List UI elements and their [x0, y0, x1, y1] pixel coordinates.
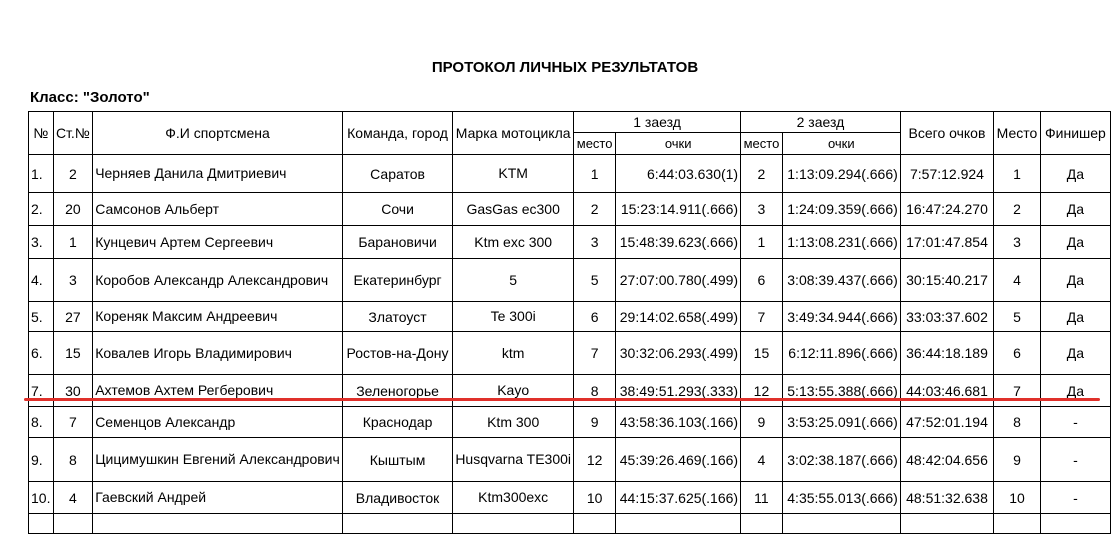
- race-2-place-cell: 12: [741, 375, 783, 407]
- finisher-status-cell: -: [1040, 482, 1110, 514]
- motorcycle-cell: Te 300i: [453, 302, 574, 332]
- total-points-cell: 48:42:04.656: [900, 438, 993, 482]
- header-final-place: Место: [994, 112, 1041, 155]
- finisher-status-cell: -: [1040, 438, 1110, 482]
- athlete-name-cell: Гаевский Андрей: [93, 482, 343, 514]
- total-points-cell: 30:15:40.217: [900, 259, 993, 302]
- row-number-cell: 5.: [29, 302, 54, 332]
- row-number-cell: 8.: [29, 407, 54, 438]
- table-row: [29, 155, 1111, 193]
- finisher-status-cell: [1040, 514, 1110, 534]
- final-place-cell: 3: [994, 226, 1041, 259]
- finisher-status-cell: Да: [1040, 332, 1110, 375]
- finisher-status-cell: Да: [1040, 155, 1110, 193]
- team-city-cell: Златоуст: [342, 302, 453, 332]
- start-number-cell: 27: [53, 302, 93, 332]
- athlete-name-cell: Коробов Александр Александрович: [93, 259, 343, 302]
- total-points-cell: 48:51:32.638: [900, 482, 993, 514]
- row-number-cell: 9.: [29, 438, 54, 482]
- race-1-points-cell: 30:32:06.293(.499): [616, 332, 741, 375]
- race-1-points-cell: 6:44:03.630(1): [616, 155, 741, 193]
- team-city-cell: [342, 514, 453, 534]
- table-row: [29, 193, 1111, 226]
- team-city-cell: Сочи: [342, 193, 453, 226]
- race-2-place-cell: 1: [741, 226, 783, 259]
- final-place-cell: 1: [994, 155, 1041, 193]
- header-start-num: Ст.№: [53, 112, 93, 155]
- final-place-cell: [994, 514, 1041, 534]
- table-header: [29, 112, 1111, 155]
- start-number-cell: 15: [53, 332, 93, 375]
- athlete-name-cell: Ковалев Игорь Владимирович: [93, 332, 343, 375]
- total-points-cell: 33:03:37.602: [900, 302, 993, 332]
- team-city-cell: Ростов-на-Дону: [342, 332, 453, 375]
- motorcycle-cell: 5: [453, 259, 574, 302]
- athlete-name-cell: [93, 514, 343, 534]
- motorcycle-cell: Husqvarna TE300i: [453, 438, 574, 482]
- motorcycle-cell: Kayo: [453, 375, 574, 407]
- table-row: [29, 259, 1111, 302]
- header-total: Всего очков: [900, 112, 993, 155]
- table-row: [29, 482, 1111, 514]
- team-city-cell: Владивосток: [342, 482, 453, 514]
- race-2-place-cell: 2: [741, 155, 783, 193]
- finisher-status-cell: Да: [1040, 302, 1110, 332]
- row-number-cell: 6.: [29, 332, 54, 375]
- final-place-cell: 9: [994, 438, 1041, 482]
- header-race-2-points: очки: [782, 133, 900, 155]
- row-number-cell: 7.: [29, 375, 54, 407]
- athlete-name-cell: Кореняк Максим Андреевич: [93, 302, 343, 332]
- race-2-points-cell: 5:13:55.388(.666): [782, 375, 900, 407]
- finisher-status-cell: -: [1040, 407, 1110, 438]
- race-2-place-cell: 11: [741, 482, 783, 514]
- finisher-status-cell: Да: [1040, 259, 1110, 302]
- start-number-cell: 3: [53, 259, 93, 302]
- row-number-cell: 1.: [29, 155, 54, 193]
- header-num: №: [29, 112, 54, 155]
- row-number-cell: 4.: [29, 259, 54, 302]
- race-2-points-cell: 3:02:38.187(.666): [782, 438, 900, 482]
- race-1-place-cell: 12: [574, 438, 616, 482]
- team-city-cell: Саратов: [342, 155, 453, 193]
- table-row: [29, 375, 1111, 407]
- start-number-cell: 30: [53, 375, 93, 407]
- race-2-place-cell: 7: [741, 302, 783, 332]
- final-place-cell: 7: [994, 375, 1041, 407]
- team-city-cell: Зеленогорье: [342, 375, 453, 407]
- row-number-cell: 2.: [29, 193, 54, 226]
- finisher-status-cell: Да: [1040, 193, 1110, 226]
- total-points-cell: 16:47:24.270: [900, 193, 993, 226]
- start-number-cell: 4: [53, 482, 93, 514]
- race-2-points-cell: 1:24:09.359(.666): [782, 193, 900, 226]
- race-2-points-cell: 1:13:09.294(.666): [782, 155, 900, 193]
- total-points-cell: [900, 514, 993, 534]
- race-2-points-cell: 6:12:11.896(.666): [782, 332, 900, 375]
- table-row: [29, 302, 1111, 332]
- athlete-name-cell: Цицимушкин Евгений Александрович: [93, 438, 343, 482]
- finisher-status-cell: Да: [1040, 375, 1110, 407]
- final-place-cell: 8: [994, 407, 1041, 438]
- table-row: [29, 514, 1111, 534]
- team-city-cell: Екатеринбург: [342, 259, 453, 302]
- team-city-cell: Кыштым: [342, 438, 453, 482]
- team-city-cell: Барановичи: [342, 226, 453, 259]
- start-number-cell: 8: [53, 438, 93, 482]
- header-moto: Марка мотоцикла: [453, 112, 574, 155]
- motorcycle-cell: GasGas ec300: [453, 193, 574, 226]
- start-number-cell: [53, 514, 93, 534]
- race-1-place-cell: 6: [574, 302, 616, 332]
- motorcycle-cell: ktm: [453, 332, 574, 375]
- race-1-place-cell: 5: [574, 259, 616, 302]
- race-2-place-cell: [741, 514, 783, 534]
- athlete-name-cell: Самсонов Альберт: [93, 193, 343, 226]
- motorcycle-cell: KTM: [453, 155, 574, 193]
- race-1-place-cell: 10: [574, 482, 616, 514]
- race-1-place-cell: 7: [574, 332, 616, 375]
- race-1-points-cell: 43:58:36.103(.166): [616, 407, 741, 438]
- table-row: [29, 332, 1111, 375]
- final-place-cell: 2: [994, 193, 1041, 226]
- header-race-2: 2 заезд: [741, 112, 901, 133]
- race-2-points-cell: 3:53:25.091(.666): [782, 407, 900, 438]
- race-2-place-cell: 15: [741, 332, 783, 375]
- race-2-points-cell: 3:49:34.944(.666): [782, 302, 900, 332]
- race-1-points-cell: 29:14:02.658(.499): [616, 302, 741, 332]
- race-2-place-cell: 9: [741, 407, 783, 438]
- header-name: Ф.И спортсмена: [93, 112, 343, 155]
- race-1-place-cell: 3: [574, 226, 616, 259]
- total-points-cell: 7:57:12.924: [900, 155, 993, 193]
- race-1-points-cell: 38:49:51.293(.333): [616, 375, 741, 407]
- total-points-cell: 47:52:01.194: [900, 407, 993, 438]
- start-number-cell: 1: [53, 226, 93, 259]
- final-place-cell: 4: [994, 259, 1041, 302]
- header-race-1: 1 заезд: [574, 112, 741, 133]
- race-1-place-cell: 9: [574, 407, 616, 438]
- table-row: [29, 438, 1111, 482]
- start-number-cell: 20: [53, 193, 93, 226]
- start-number-cell: 7: [53, 407, 93, 438]
- row-number-cell: 3.: [29, 226, 54, 259]
- race-2-place-cell: 3: [741, 193, 783, 226]
- start-number-cell: 2: [53, 155, 93, 193]
- protocol-title: ПРОТОКОЛ ЛИЧНЫХ РЕЗУЛЬТАТОВ: [431, 59, 699, 76]
- header-race-1-place: место: [574, 133, 616, 155]
- results-table: [28, 111, 1111, 534]
- header-finisher: Финишер: [1040, 112, 1110, 155]
- motorcycle-cell: [453, 514, 574, 534]
- race-2-points-cell: 4:35:55.013(.666): [782, 482, 900, 514]
- race-1-points-cell: 15:23:14.911(.666): [616, 193, 741, 226]
- row-number-cell: [29, 514, 54, 534]
- race-1-place-cell: [574, 514, 616, 534]
- row-number-cell: 10.: [29, 482, 54, 514]
- race-1-place-cell: 8: [574, 375, 616, 407]
- table-row: [29, 407, 1111, 438]
- red-underline-mark: [24, 398, 1100, 401]
- race-1-points-cell: 27:07:00.780(.499): [616, 259, 741, 302]
- total-points-cell: 36:44:18.189: [900, 332, 993, 375]
- race-2-place-cell: 4: [741, 438, 783, 482]
- motorcycle-cell: Ktm exc 300: [453, 226, 574, 259]
- athlete-name-cell: Кунцевич Артем Сергеевич: [93, 226, 343, 259]
- total-points-cell: 17:01:47.854: [900, 226, 993, 259]
- race-1-points-cell: 45:39:26.469(.166): [616, 438, 741, 482]
- race-1-place-cell: 2: [574, 193, 616, 226]
- header-race-2-place: место: [741, 133, 783, 155]
- race-1-points-cell: 44:15:37.625(.166): [616, 482, 741, 514]
- athlete-name-cell: Семенцов Александр: [93, 407, 343, 438]
- motorcycle-cell: Ktm300exc: [453, 482, 574, 514]
- finisher-status-cell: Да: [1040, 226, 1110, 259]
- total-points-cell: 44:03:46.681: [900, 375, 993, 407]
- race-2-points-cell: 3:08:39.437(.666): [782, 259, 900, 302]
- athlete-name-cell: Черняев Данила Дмитриевич: [93, 155, 343, 193]
- motorcycle-cell: Ktm 300: [453, 407, 574, 438]
- header-team: Команда, город: [342, 112, 453, 155]
- final-place-cell: 5: [994, 302, 1041, 332]
- class-label: Класс: "Золото": [30, 89, 150, 106]
- race-2-place-cell: 6: [741, 259, 783, 302]
- final-place-cell: 10: [994, 482, 1041, 514]
- race-2-points-cell: [782, 514, 900, 534]
- final-place-cell: 6: [994, 332, 1041, 375]
- race-1-place-cell: 1: [574, 155, 616, 193]
- table-body: [29, 155, 1111, 534]
- athlete-name-cell: Ахтемов Ахтем Регберович: [93, 375, 343, 407]
- race-1-points-cell: 15:48:39.623(.666): [616, 226, 741, 259]
- table-row: [29, 226, 1111, 259]
- race-1-points-cell: [616, 514, 741, 534]
- team-city-cell: Краснодар: [342, 407, 453, 438]
- race-2-points-cell: 1:13:08.231(.666): [782, 226, 900, 259]
- header-race-1-points: очки: [616, 133, 741, 155]
